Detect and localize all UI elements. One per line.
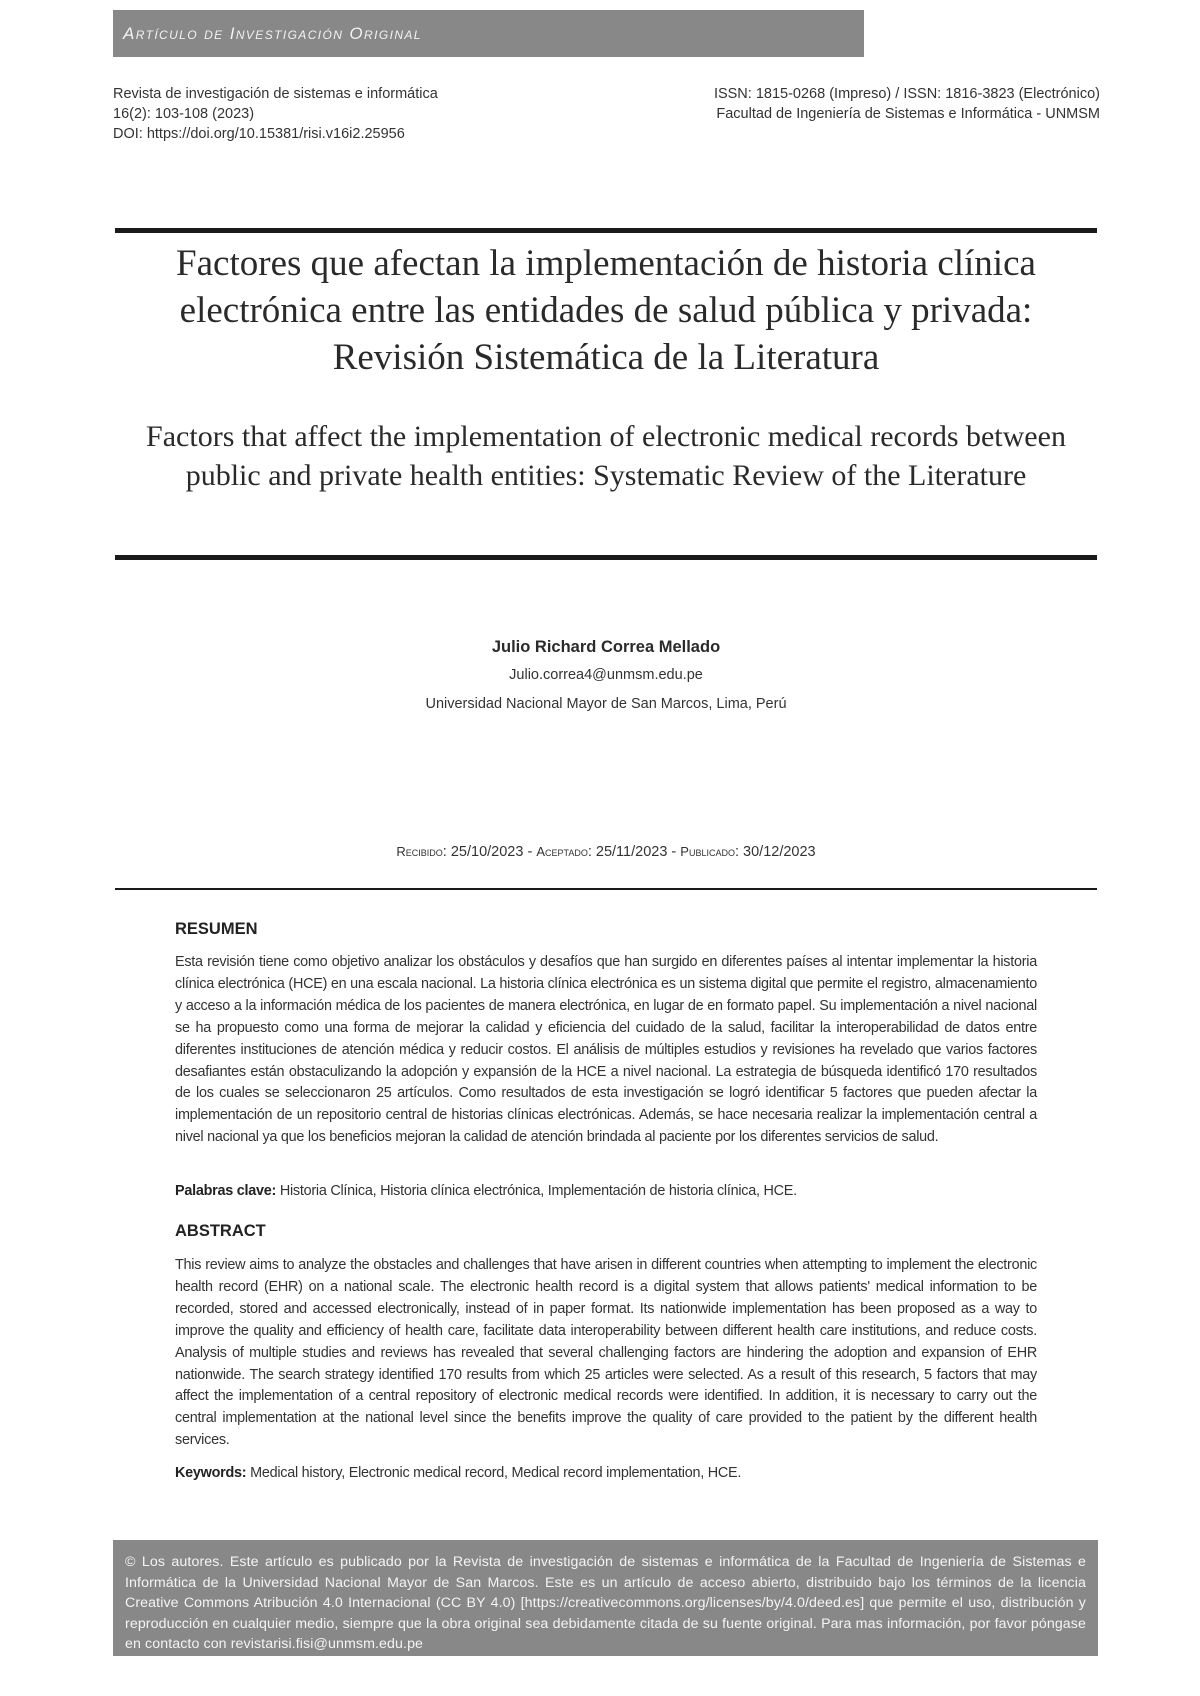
resumen-keywords [175,1183,1037,1199]
journal-name: Revista de investigación de sistemas e informática [113,86,438,102]
received-label: Recibido [396,844,443,859]
abstract-keywords [175,1465,1037,1481]
accepted-date: 25/11/2023 [595,844,668,860]
accepted-colon: : [587,844,596,860]
title-rule-top [115,228,1097,233]
date-separator: - [671,844,681,860]
received-date: 25/10/2023 [450,844,524,860]
keywords-label-en: Keywords: [175,1465,247,1481]
accepted-label: Aceptado [536,844,588,859]
faculty: Facultad de Ingeniería de Sistemas e Informática - UNMSM [716,106,1100,122]
received-colon: : [442,844,451,860]
abstract-heading: ABSTRACT [175,1222,266,1240]
volume-issue: 16(2): 103-108 (2023) [113,106,255,122]
keywords-es: Historia Clínica, Historia clínica electrónica, Implementación de historia clínica, HCE. [279,1183,797,1199]
title-spanish: Factores que afectan la implementación de historia clínica electrónica entre las entidades de salud pública y privada: Revisión Sistemática de la Literatura [176,243,1036,378]
issn-info [714,84,1100,124]
author-name: Julio Richard Correa Mellado [491,638,721,656]
title-english: Factors that affect the implementation of electronic medical records between public and private health entities: Systematic Review of the Literature [146,420,1066,492]
resumen-heading: RESUMEN [175,920,258,938]
license-footer: © Los autores. Este artículo es publicado por la Revista de investigación de sistemas e informática de la Facultad de Ingeniería de Sistemas e Informática de la Universidad Nacional Mayor de San Marcos. Este es un artículo de acceso abierto, distribuido bajo los términos de la licencia Creative Commons Atribución 4.0 Internacional (CC BY 4.0) [https://creativecommons.org/licenses/by/4.0/deed.es] que permite el uso, distribución y reproducción en cualquier medio, siempre que la obra original sea debidamente citada de su fuente original. Para mas información, por favor póngase en contacto con revistarisi.fisi@unmsm.edu.pe [113,1540,1098,1656]
author-affiliation: Universidad Nacional Mayor de San Marcos, Lima, Perú [425,696,787,712]
author-email[interactable]: Julio.correa4@unmsm.edu.pe [509,667,703,683]
publication-dates [115,844,1097,860]
resumen-text: Esta revisión tiene como objetivo analizar los obstáculos y desafíos que han surgido en diferentes países al intentar implementar la historia clínica electrónica (HCE) en una escala nacional. La historia clínica electrónica es un sistema digital que permite el registro, almacenamiento y acceso a la información médica de los pacientes de manera electrónica, en lugar de en formato papel. Su implementación a nivel nacional se ha propuesto como una forma de mejorar la calidad y eficiencia del cuidado de la salud, facilitar la interoperabilidad de datos entre diferentes instituciones de atención médica y reducir costos. El análisis de múltiples estudios y revisiones ha revelado que varios factores desafiantes están obstaculizando la adopción y expansión de la HCE a nivel nacional. La estrategia de búsqueda identificó 170 resultados de los cuales se seleccionaron 25 artículos. Como resultados de esta investigación se logró identificar 5 factores que pueden afectar la implementación de un repositorio central de historias clínicas electrónicas. Además, se hace necesaria realizar la implementación central a nivel nacional ya que los beneficios mejoran la calidad de atención brindada al paciente por los diferentes servicios de salud. [175,954,1037,1146]
published-colon: : [734,844,744,860]
published-label: Publicado [680,844,735,859]
issn: ISSN: 1815-0268 (Impreso) / ISSN: 1816-3823 (Electrónico) [713,86,1100,102]
abstract-text: This review aims to analyze the obstacles and challenges that have arisen in different countries when attempting to implement the electronic health record (EHR) on a national scale. The electronic health record is a digital system that allows patients' medical information to be recorded, stored and accessed electronically, instead of in paper format. Its nationwide implementation has been proposed as a way to improve the quality and efficiency of health care, facilitate data interoperability between different health care institutions, and reduce costs. Analysis of multiple studies and reviews has revealed that several challenging factors are hindering the adoption and expansion of EHR nationwide. The search strategy identified 170 results from which 25 articles were selected. As a result of this research, 5 factors that may affect the implementation of a central repository of electronic medical records were identified. In addition, it is necessary to carry out the central implementation at the national level since the benefits improve the quality of care provided to the patient by the different health services. [175,1257,1037,1449]
journal-info [113,84,438,144]
published-date: 30/12/2023 [743,844,816,860]
doi-link[interactable]: DOI: https://doi.org/10.15381/risi.v16i2.25956 [113,126,405,142]
keywords-label-es: Palabras clave: [175,1183,277,1199]
section-label-banner: Artículo de Investigación Original [113,10,864,57]
date-separator: - [527,844,537,860]
title-rule-bottom [115,555,1097,560]
keywords-en: Medical history, Electronic medical record, Medical record implementation, HCE. [250,1465,742,1481]
dates-rule [115,888,1097,890]
